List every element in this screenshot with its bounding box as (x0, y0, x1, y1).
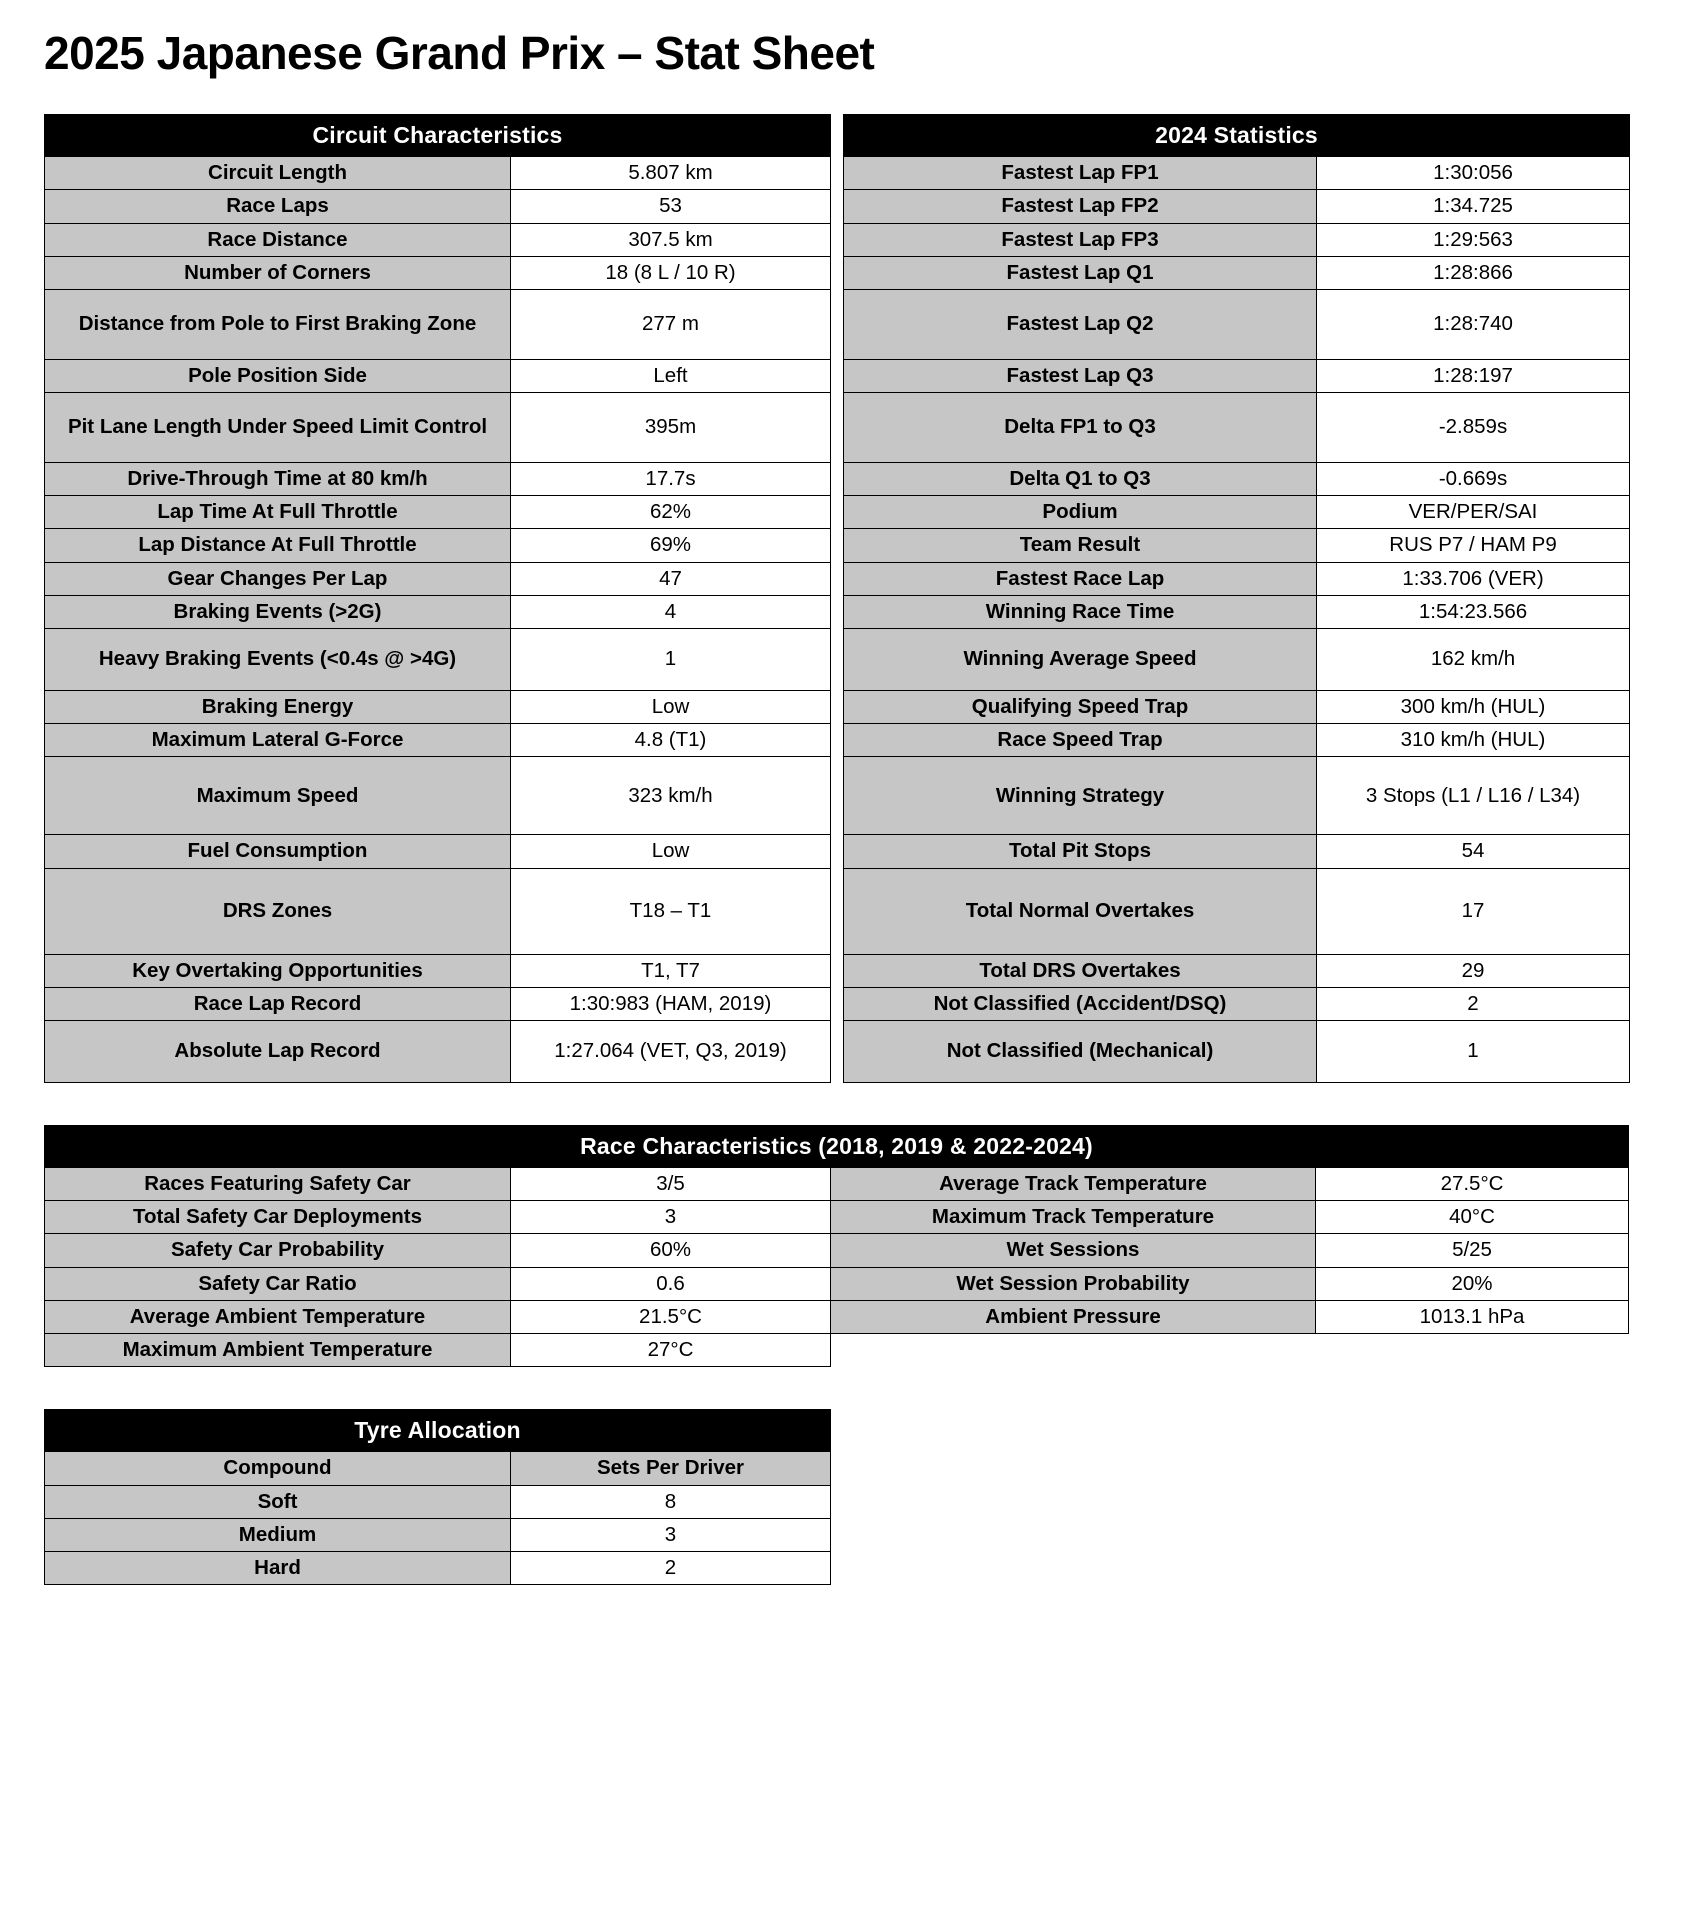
table-row (45, 496, 831, 529)
table-row (45, 724, 831, 757)
page-title: 2025 Japanese Grand Prix – Stat Sheet (44, 27, 875, 79)
table-row (844, 529, 1630, 562)
row-value: 1:34.725 (1317, 190, 1630, 223)
table-subheader-row (45, 1452, 831, 1485)
row-value: T1, T7 (511, 954, 831, 987)
table-row (844, 757, 1630, 835)
row-label: Maximum Ambient Temperature (45, 1334, 511, 1367)
column-header-compound: Compound (45, 1452, 511, 1485)
2024-statistics-table (843, 114, 1630, 1083)
spacer (44, 1083, 1641, 1125)
row-label: Race Speed Trap (844, 724, 1317, 757)
row-value: VER/PER/SAI (1317, 496, 1630, 529)
row-label: Winning Strategy (844, 757, 1317, 835)
row-label: Gear Changes Per Lap (45, 562, 511, 595)
table-row (844, 835, 1630, 868)
row-value: 3 Stops (L1 / L16 / L34) (1317, 757, 1630, 835)
tyre-allocation-table (44, 1409, 831, 1585)
table-row (45, 1334, 1629, 1367)
row-value: 2 (1317, 987, 1630, 1020)
table-row (844, 868, 1630, 954)
row-value: 1 (511, 629, 831, 691)
row-value: 17.7s (511, 463, 831, 496)
race-characteristics-header: Race Characteristics (2018, 2019 & 2022-2024) (45, 1125, 1629, 1167)
row-value: 3 (511, 1201, 831, 1234)
table-row (844, 157, 1630, 190)
row-label: Absolute Lap Record (45, 1020, 511, 1082)
row-label: Fuel Consumption (45, 835, 511, 868)
row-label: Drive-Through Time at 80 km/h (45, 463, 511, 496)
table-row (844, 223, 1630, 256)
row-value: 4.8 (T1) (511, 724, 831, 757)
row-label: Not Classified (Accident/DSQ) (844, 987, 1317, 1020)
row-value: 8 (511, 1485, 831, 1518)
row-value: 47 (511, 562, 831, 595)
row-label: Circuit Length (45, 157, 511, 190)
table-header-row (45, 115, 831, 157)
row-value: 20% (1316, 1267, 1629, 1300)
row-label: Fastest Lap Q1 (844, 256, 1317, 289)
circuit-characteristics-table (44, 114, 831, 1083)
table-row (45, 1300, 1629, 1333)
row-label: Fastest Lap FP2 (844, 190, 1317, 223)
top-tables-row (44, 114, 1641, 1083)
row-label: Maximum Track Temperature (831, 1201, 1316, 1234)
table-header-row (844, 115, 1630, 157)
row-label: Fastest Lap Q3 (844, 359, 1317, 392)
row-value: 1:28:866 (1317, 256, 1630, 289)
table-row (844, 256, 1630, 289)
table-row (45, 463, 831, 496)
row-label: Average Track Temperature (831, 1168, 1316, 1201)
row-value: -0.669s (1317, 463, 1630, 496)
row-value: 27°C (511, 1334, 831, 1367)
row-value: 1:30:056 (1317, 157, 1630, 190)
row-value: 1:29:563 (1317, 223, 1630, 256)
row-label: Wet Sessions (831, 1234, 1316, 1267)
table-row (45, 629, 831, 691)
table-row (45, 757, 831, 835)
table-row (45, 529, 831, 562)
row-value: 323 km/h (511, 757, 831, 835)
row-value: 310 km/h (HUL) (1317, 724, 1630, 757)
row-label: Total Pit Stops (844, 835, 1317, 868)
row-value: 5.807 km (511, 157, 831, 190)
row-value: 29 (1317, 954, 1630, 987)
row-value: 17 (1317, 868, 1630, 954)
row-label: Total DRS Overtakes (844, 954, 1317, 987)
table-row (45, 1518, 831, 1551)
table-row (45, 987, 831, 1020)
row-label: Team Result (844, 529, 1317, 562)
empty-cell (831, 1334, 1316, 1367)
row-value: 0.6 (511, 1267, 831, 1300)
row-value: 1:30:983 (HAM, 2019) (511, 987, 831, 1020)
row-label: Maximum Speed (45, 757, 511, 835)
row-value: 60% (511, 1234, 831, 1267)
table-row (45, 1551, 831, 1584)
row-label: Not Classified (Mechanical) (844, 1020, 1317, 1082)
table-row (844, 359, 1630, 392)
row-value: Low (511, 691, 831, 724)
table-row (844, 954, 1630, 987)
row-label: Fastest Race Lap (844, 562, 1317, 595)
table-row (844, 691, 1630, 724)
table-row (844, 463, 1630, 496)
row-label: Lap Time At Full Throttle (45, 496, 511, 529)
row-label: Ambient Pressure (831, 1300, 1316, 1333)
row-label: Pole Position Side (45, 359, 511, 392)
row-label: Lap Distance At Full Throttle (45, 529, 511, 562)
row-label: Total Normal Overtakes (844, 868, 1317, 954)
table-row (45, 1020, 831, 1082)
table-row (45, 359, 831, 392)
row-value: 21.5°C (511, 1300, 831, 1333)
row-value: Left (511, 359, 831, 392)
table-row (45, 595, 831, 628)
row-label: Braking Energy (45, 691, 511, 724)
row-label: Fastest Lap FP3 (844, 223, 1317, 256)
row-value: 27.5°C (1316, 1168, 1629, 1201)
table-row (844, 987, 1630, 1020)
row-label: Distance from Pole to First Braking Zone (45, 289, 511, 359)
row-value: 69% (511, 529, 831, 562)
stats-table-header: 2024 Statistics (844, 115, 1630, 157)
row-label: Delta Q1 to Q3 (844, 463, 1317, 496)
row-value: 18 (8 L / 10 R) (511, 256, 831, 289)
table-row (844, 724, 1630, 757)
table-row (45, 256, 831, 289)
row-label: Heavy Braking Events (<0.4s @ >4G) (45, 629, 511, 691)
row-value: 1:27.064 (VET, Q3, 2019) (511, 1020, 831, 1082)
table-row (45, 1201, 1629, 1234)
table-row (45, 190, 831, 223)
table-row (45, 1485, 831, 1518)
row-label: Key Overtaking Opportunities (45, 954, 511, 987)
row-label: DRS Zones (45, 868, 511, 954)
table-row (45, 868, 831, 954)
table-row (844, 289, 1630, 359)
table-row (45, 1267, 1629, 1300)
row-label: Average Ambient Temperature (45, 1300, 511, 1333)
row-value: 1:54:23.566 (1317, 595, 1630, 628)
row-value: 277 m (511, 289, 831, 359)
row-value: 1:28:740 (1317, 289, 1630, 359)
row-value: 395m (511, 393, 831, 463)
row-label: Pit Lane Length Under Speed Limit Control (45, 393, 511, 463)
race-characteristics-table (44, 1125, 1629, 1367)
row-label: Number of Corners (45, 256, 511, 289)
table-row (45, 223, 831, 256)
table-row (45, 1234, 1629, 1267)
row-value: 5/25 (1316, 1234, 1629, 1267)
table-row (45, 562, 831, 595)
row-value: 53 (511, 190, 831, 223)
row-label: Podium (844, 496, 1317, 529)
table-row (844, 393, 1630, 463)
row-label: Total Safety Car Deployments (45, 1201, 511, 1234)
circuit-table-header: Circuit Characteristics (45, 115, 831, 157)
row-label: Braking Events (>2G) (45, 595, 511, 628)
row-value: -2.859s (1317, 393, 1630, 463)
table-row (844, 562, 1630, 595)
row-value: T18 – T1 (511, 868, 831, 954)
row-label: Hard (45, 1551, 511, 1584)
row-value: 2 (511, 1551, 831, 1584)
row-value: 54 (1317, 835, 1630, 868)
row-label: Race Lap Record (45, 987, 511, 1020)
row-value: Low (511, 835, 831, 868)
row-label: Race Distance (45, 223, 511, 256)
table-header-row (45, 1410, 831, 1452)
row-label: Qualifying Speed Trap (844, 691, 1317, 724)
row-label: Soft (45, 1485, 511, 1518)
table-row (844, 629, 1630, 691)
table-row (45, 289, 831, 359)
table-row (45, 954, 831, 987)
row-value: 1:33.706 (VER) (1317, 562, 1630, 595)
row-label: Safety Car Ratio (45, 1267, 511, 1300)
row-value: 4 (511, 595, 831, 628)
table-row (45, 393, 831, 463)
row-label: Winning Race Time (844, 595, 1317, 628)
empty-cell (1316, 1334, 1629, 1367)
row-label: Race Laps (45, 190, 511, 223)
row-value: 3/5 (511, 1168, 831, 1201)
column-header-sets-per-driver: Sets Per Driver (511, 1452, 831, 1485)
row-value: 300 km/h (HUL) (1317, 691, 1630, 724)
table-row (844, 496, 1630, 529)
table-row (45, 691, 831, 724)
row-label: Maximum Lateral G-Force (45, 724, 511, 757)
row-value: 307.5 km (511, 223, 831, 256)
row-label: Delta FP1 to Q3 (844, 393, 1317, 463)
row-label: Medium (45, 1518, 511, 1551)
row-label: Winning Average Speed (844, 629, 1317, 691)
row-value: 1:28:197 (1317, 359, 1630, 392)
table-row (45, 835, 831, 868)
row-value: 40°C (1316, 1201, 1629, 1234)
tyre-allocation-header: Tyre Allocation (45, 1410, 831, 1452)
row-value: 3 (511, 1518, 831, 1551)
table-row (844, 190, 1630, 223)
row-value: RUS P7 / HAM P9 (1317, 529, 1630, 562)
table-row (844, 1020, 1630, 1082)
spacer (44, 1367, 1641, 1409)
table-row (45, 1168, 1629, 1201)
row-label: Races Featuring Safety Car (45, 1168, 511, 1201)
table-row (844, 595, 1630, 628)
row-value: 1013.1 hPa (1316, 1300, 1629, 1333)
table-header-row (45, 1125, 1629, 1167)
row-value: 162 km/h (1317, 629, 1630, 691)
row-label: Fastest Lap FP1 (844, 157, 1317, 190)
row-label: Safety Car Probability (45, 1234, 511, 1267)
row-value: 62% (511, 496, 831, 529)
table-row (45, 157, 831, 190)
row-value: 1 (1317, 1020, 1630, 1082)
row-label: Fastest Lap Q2 (844, 289, 1317, 359)
row-label: Wet Session Probability (831, 1267, 1316, 1300)
